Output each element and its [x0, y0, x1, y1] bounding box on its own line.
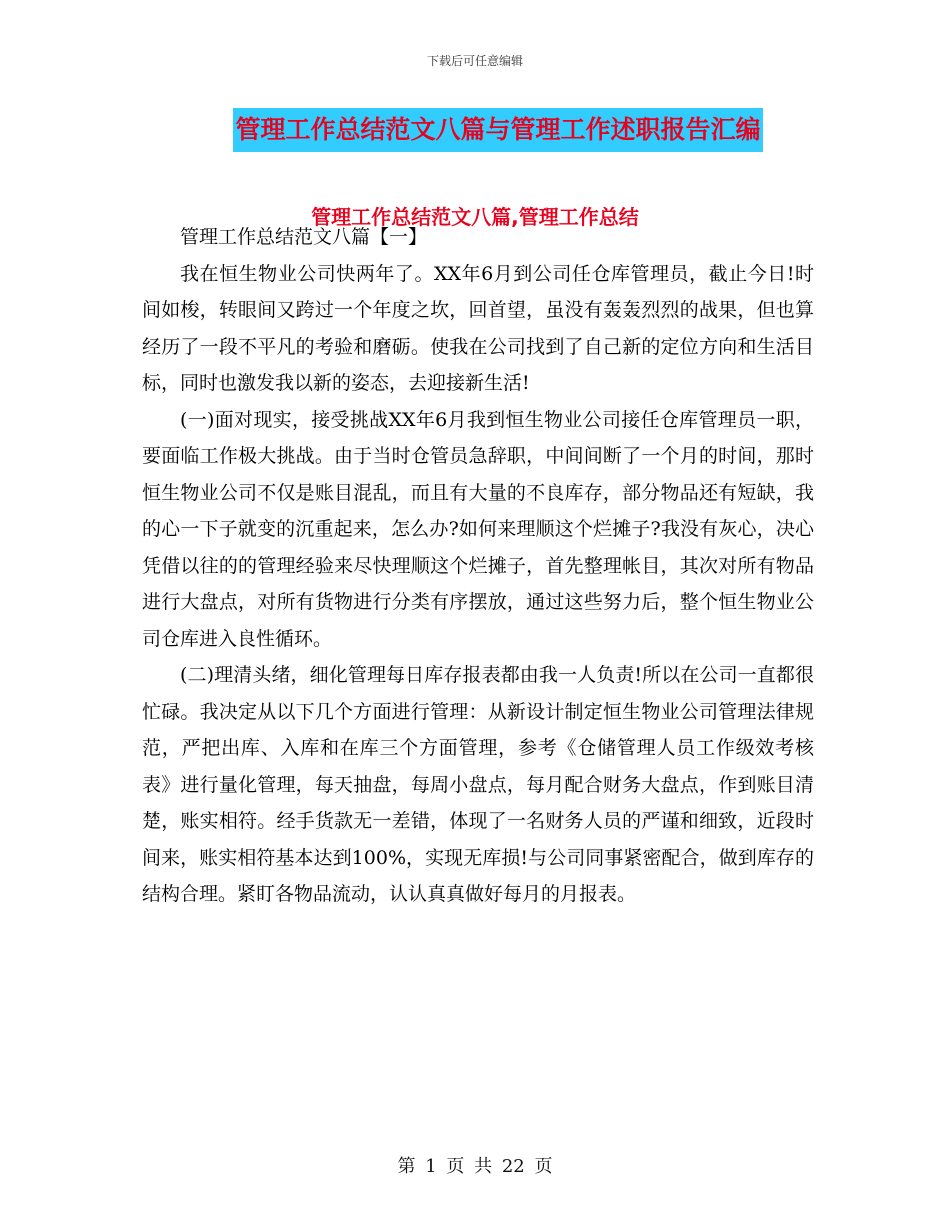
page-number-footer: 第 1 页 共 22 页 [397, 1156, 553, 1177]
main-title-container [0, 108, 950, 152]
section-heading: 管理工作总结范文八篇【一】 [180, 226, 428, 248]
paragraph: 我在恒生物业公司快两年了。XX年6月到公司任仓库管理员，截止今日!时间如梭，转眼间又跨过一个年度之坎，回首望，虽没有轰轰烈烈的战果，但也算经历了一段不平凡的考验和磨砺。使我在公司找到了自己新的定位方向和生活目标，同时也激发我以新的姿态，去迎接新生活! [142, 262, 814, 394]
sub-title: 管理工作总结范文八篇,管理工作总结 [311, 205, 639, 229]
paragraph: (一)面对现实，接受挑战XX年6月我到恒生物业公司接任仓库管理员一职，要面临工作极大挑战。由于当时仓管员急辞职，中间间断了一个月的时间，那时恒生物业公司不仅是账目混乱，而且有大量的不良库存，部分物品还有短缺，我的心一下子就变的沉重起来，怎么办?如何来理顺这个烂摊子?我没有灰心，决心凭借以往的的管理经验来尽快理顺这个烂摊子，首先整理帐目，其次对所有物品进行大盘点，对所有货物进行分类有序摆放，通过这些努力后，整个恒生物业公司仓库进入良性循环。 [142, 408, 814, 650]
main-title: 管理工作总结范文八篇与管理工作述职报告汇编 [233, 108, 762, 152]
page-header-note: 下载后可任意编辑 [426, 54, 523, 68]
document-body [142, 219, 814, 913]
paragraph: (二)理清头绪，细化管理每日库存报表都由我一人负责!所以在公司一直都很忙碌。我决定从以下几个方面进行管理：从新设计制定恒生物业公司管理法律规范，严把出库、入库和在库三个方面管理，参考《仓储管理人员工作级效考核表》进行量化管理，每天抽盘，每周小盘点，每月配合财务大盘点，作到账目清楚，账实相符。经手货款无一差错，体现了一名财务人员的严谨和细致，近段时间来，账实相符基本达到100%，实现无库损!与公司同事紧密配合，做到库存的结构合理。紧盯各物品流动，认认真真做好每月的月报表。 [142, 664, 814, 905]
